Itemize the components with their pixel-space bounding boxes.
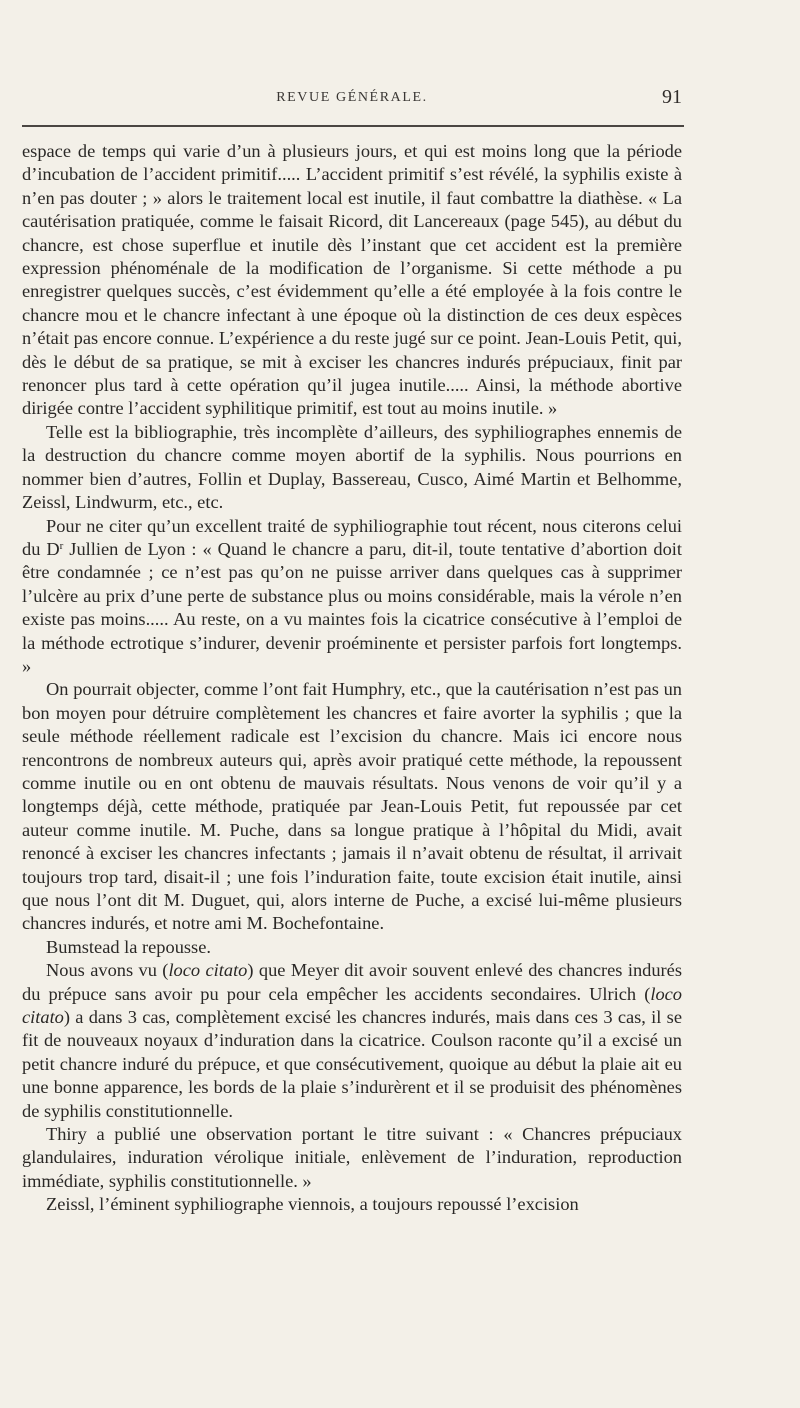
- citation-italic: loco citato: [22, 983, 682, 1028]
- paragraph: [22, 515, 682, 679]
- body-text: [22, 140, 682, 1217]
- header-rule: [22, 125, 684, 127]
- running-title: REVUE GÉNÉRALE.: [276, 90, 428, 105]
- paragraph-middle: ) que Meyer dit avoir souvent enlevé des chancres indurés du prépuce sans avoir pu pour cela empêcher les accidents secondaires. Ulrich (: [22, 960, 682, 1004]
- paragraph: espace de temps qui varie d’un à plusieurs jours, et qui est moins long que la période d’incubation de l’accident primitif..... L’accident primitif s’est révélé, la syphilis existe à n’en pas douter ; » alors le traitement local est inutile, il faut combattre la diathèse. « La cautérisation pratiquée, comme le faisait Ricord, dit Lancereaux (page 545), au début du chancre, est chose superflue et inutile dès l’instant que cet accident est la première expression phénoménale de la modification de l’organisme. Si cette méthode a pu enregistrer quelques succès, c’est évidemment qu’elle a été employée à la fois contre le chancre mou et le chancre infectant à une époque où la distinction de ces deux espèces n’était pas encore connue. L’expérience a du reste jugé sur ce point. Jean-Louis Petit, qui, dès le début de sa pratique, se mit à exciser les chancres indurés prépuciaux, finit par renoncer plus tard à cette opération qu’il jugea inutile..... Ainsi, la méthode abortive dirigée contre l’accident syphilitique primitif, est tout au moins inutile. »: [22, 141, 682, 419]
- paragraph: Zeissl, l’éminent syphiliographe viennois, a toujours repoussé l’excision: [46, 1194, 579, 1215]
- paragraph: Bumstead la repousse.: [46, 936, 211, 957]
- superscript: r: [59, 539, 64, 552]
- paragraph: Thiry a publié une observation portant le titre suivant : « Chancres prépuciaux glandulaires, induration vérolique initiale, enlèvement de l’induration, reproduction immédiate, syphilis constitutionnelle. »: [22, 1124, 682, 1191]
- paragraph: On pourrait objecter, comme l’ont fait Humphry, etc., que la cautérisation n’est pas un bon moyen pour détruire complètement les chancres et faire avorter la syphilis ; que la seule méthode réellement radicale est l’excision du chancre. Mais ici encore nous rencontrons de nombreux auteurs qui, après avoir pratiqué cette méthode, la repoussent comme inutile ou en ont obtenu de mauvais résultats. Nous venons de voir qu’il y a longtemps déjà, cette méthode, pratiquée par Jean-Louis Petit, fut repoussée par cet auteur comme inutile. M. Puche, dans sa longue pratique à l’hôpital du Midi, avait renoncé à exciser les chancres infectants ; jamais il n’avait obtenu de résultat, il arrivait toujours trop tard, disait-il ; une fois l’induration faite, toute excision était inutile, ainsi que nous l’ont dit M. Duguet, qui, alors interne de Puche, a excisé lui-même plusieurs chancres indurés, et notre ami M. Bochefontaine.: [22, 679, 682, 934]
- paragraph: Telle est la bibliographie, très incomplète d’ailleurs, des syphiliographes ennemis de la destruction du chancre comme moyen abortif de la syphilis. Nous pourrions en nommer bien d’autres, Follin et Duplay, Bassereau, Cusco, Aimé Martin et Belhomme, Zeissl, Lindwurm, etc., etc.: [22, 421, 682, 513]
- running-head: [22, 86, 682, 116]
- paragraph: [22, 959, 682, 1123]
- paragraph-rest: Jullien de Lyon : « Quand le chancre a paru, dit-il, toute tentative d’abortion doit être condamnée ; ce n’est pas qu’on ne puisse arriver dans quelques cas à supprimer l’ulcère au prix d’une perte de substance plus ou moins considérable, mais la vérole n’en existe pas moins..... Au reste, on a vu maintes fois la cicatrice consécutive à l’emploi de la méthode ectrotique s’indurer, devenir proéminente et persister parfois fort longtemps. »: [22, 538, 682, 676]
- paragraph-rest: ) a dans 3 cas, complètement excisé les chancres indurés, mais dans ces 3 cas, il se fit de nouveaux noyaux d’induration dans la cicatrice. Coulson raconte qu’il a excisé un petit chancre induré du prépuce, et que consécutivement, quoique au début la plaie ait eu une bonne apparence, les bords de la plaie s’indurèrent et il se produisit des phénomènes de syphilis constitutionnelle.: [22, 1007, 682, 1121]
- citation-italic: loco citato: [168, 960, 248, 981]
- paragraph-lead: Nous avons vu (: [46, 960, 169, 981]
- paragraph-lead: Pour ne citer qu’un excellent traité de syphiliographie tout récent, nous citerons celui du D: [22, 515, 682, 559]
- page-number: 91: [662, 86, 682, 108]
